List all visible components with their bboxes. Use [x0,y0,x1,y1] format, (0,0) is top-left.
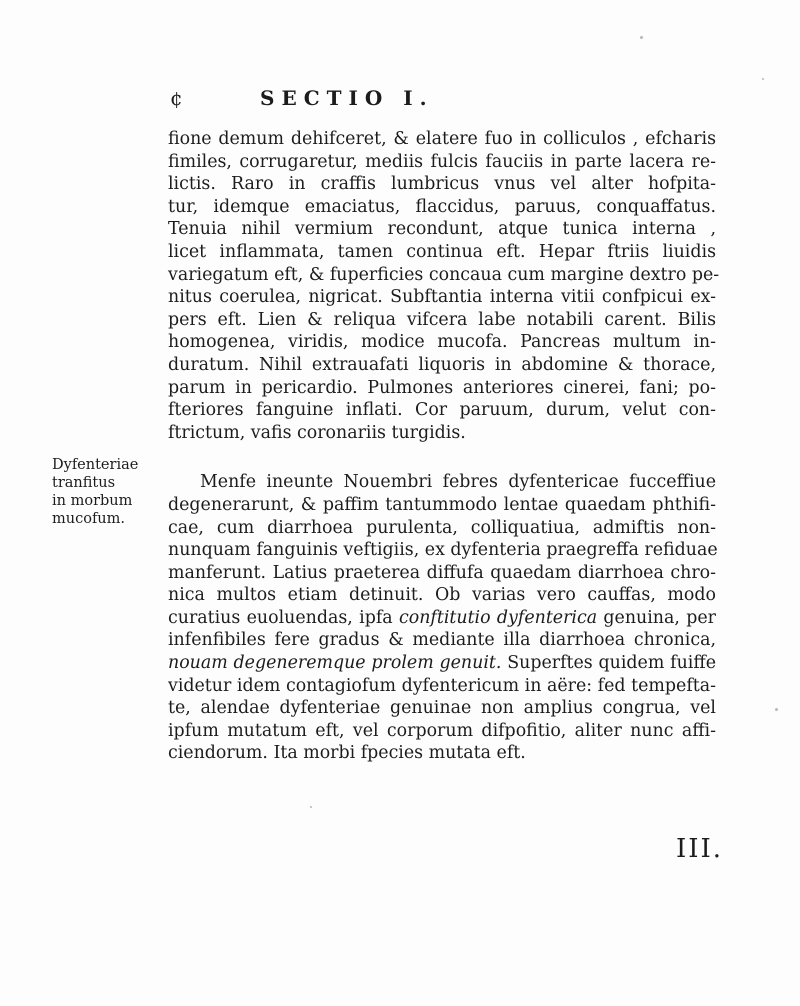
text-line: duratum. Nihil extrauafati liquoris in abdomine & thorace, [168,354,716,375]
text-line: fteriores fanguine inflati. Cor paruum, durum, velut con- [168,400,716,421]
text-line: licet inflammata, tamen continua eft. Hepar ftriis liuidis [168,241,716,262]
italic-run: nouam degeneremque prolem genuit. [168,653,502,674]
text-line: manferunt. Latius praeterea diffufa quaedam diarrhoea chro- [168,562,716,583]
running-head-title: SECTIO I. [260,86,434,110]
text-line: infenfibiles fere gradus & mediante illa diarrhoea chronica, [168,630,716,651]
text-line: Menfe ineunte Nouembri febres dyfentericae fucceffiue [200,472,716,493]
text-line: nitus coerulea, nigricat. Subftantia interna vitii confpicui ex- [168,287,716,308]
marginal-line: tranfitus [52,475,116,491]
text-line: cae, cum diarrhoea purulenta, colliquatiua, admiftis non- [168,517,716,538]
text-line: nica multos etiam detinuit. Ob varias vero cauffas, modo [168,585,716,606]
running-head-mark: ¢ [170,86,189,110]
ink-speck [762,78,764,80]
marginal-line: Dyfenteriae [52,457,139,473]
text-line: fimiles, corrugaretur, mediis fulcis fauciis in parte lacera re- [168,151,716,172]
text-line [168,652,716,675]
marginal-line: in morbum [52,493,133,509]
text-line: ciendorum. Ita morbi fpecies mutata eft. [168,743,526,764]
marginal-note [52,456,158,528]
text-line: fione demum dehifceret, & elatere fuo in colliculos , efcharis [168,129,716,149]
italic-run: conftitutio dyfenterica [398,607,598,628]
text-line: tur, idemque emaciatus, flaccidus, paruus, conquaffatus. [168,196,716,217]
text-line: variegatum eft, & fuperficies concaua cum margine dextro pe- [168,264,720,285]
text-line: nunquam fanguinis veftigiis, ex dyfenteria praegreffa refiduae [168,540,718,561]
catchword: III. [676,834,724,864]
text-run: Superftes quidem fuiffe [501,653,716,674]
paragraph-november [168,471,716,765]
text-line: ftrictum, vafis coronariis turgidis. [168,422,466,443]
text-line: Tenuia nihil vermium recondunt, atque tunica interna , [168,219,716,240]
text-line: te, alendae dyfenteriae genuinae non amplius congrua, vel [168,698,716,719]
text-line: ipfum mutatum eft, vel corporum difpofitio, aliter nunc affi- [168,720,716,741]
marginal-line: mucofum. [52,511,126,527]
text-line [168,607,716,630]
paragraph-autopsy [168,128,720,444]
text-line: homogenea, viridis, modice mucofa. Pancreas multum in- [168,332,716,353]
text-line: videtur idem contagiofum dyfentericum in aëre: fed tempefta- [168,675,716,696]
ink-speck [310,806,312,808]
body-text [168,128,720,765]
text-line: pers eft. Lien & reliqua vifcera labe notabili carent. Bilis [168,309,716,330]
text-line: lictis. Raro in craffis lumbricus vnus vel alter hofpita- [168,174,716,195]
ink-speck [640,36,643,39]
text-run: curatius euoluendas, ipfa [168,607,399,628]
text-line: parum in pericardio. Pulmones anteriores cinerei, fani; po- [168,377,716,398]
ink-speck [775,708,778,711]
text-line: degenerarunt, & paffim tantummodo lentae quaedam phthifi- [168,494,716,515]
text-run: genuina, per [597,607,716,628]
